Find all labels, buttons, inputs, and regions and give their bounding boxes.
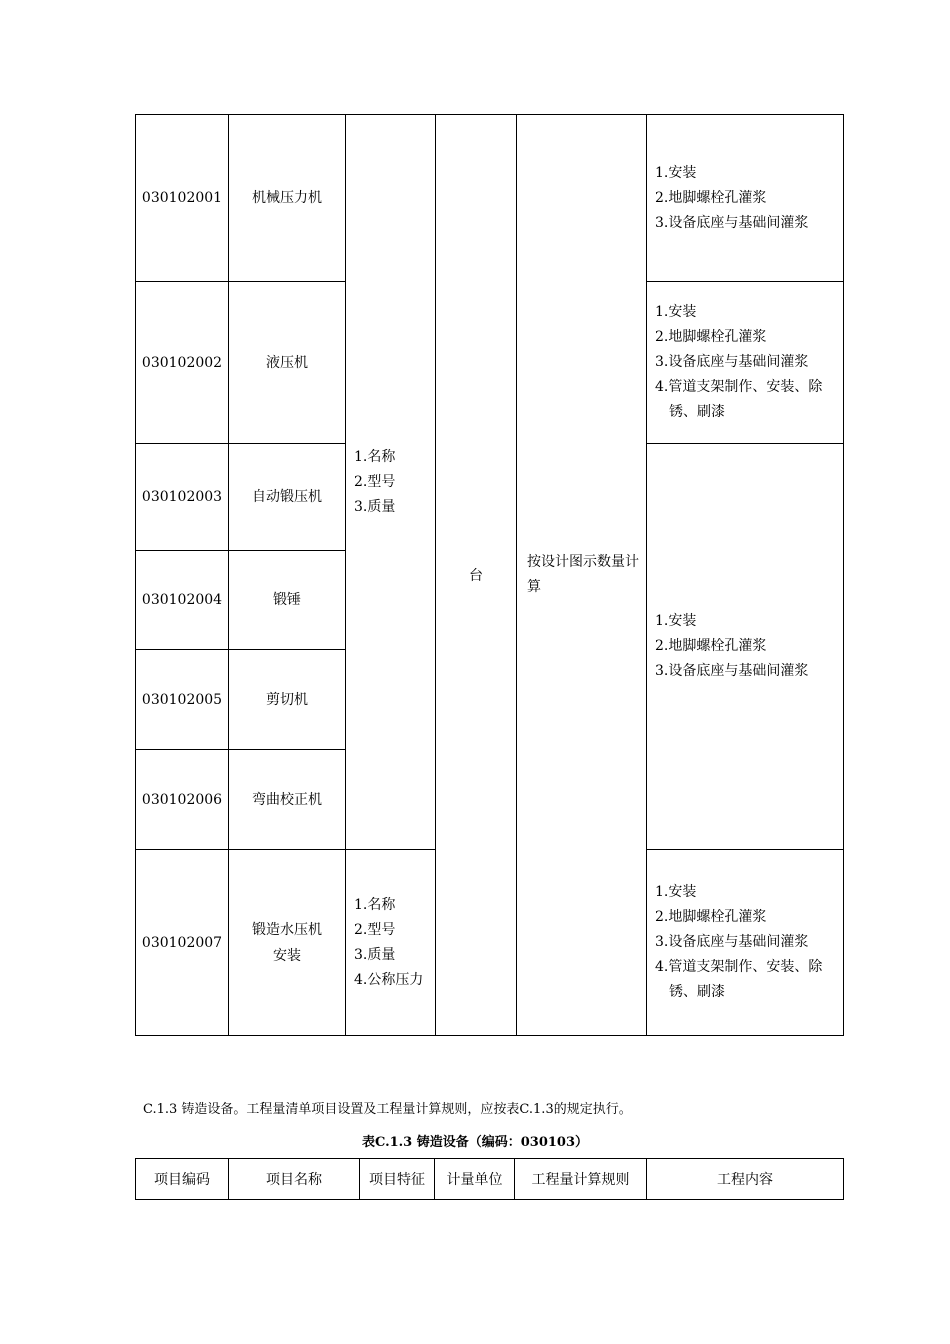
work-content [647,115,844,282]
header-code: 项目编码 [136,1159,229,1200]
item-code: 030102003 [136,444,229,551]
content-line: 1.安装 [655,304,697,320]
work-content [647,444,844,850]
feature-line: 3.质量 [354,498,396,515]
item-name: 机械压力机 [229,115,346,282]
item-name: 锻锤 [229,551,346,650]
content-line: 2.地脚螺栓孔灌浆 [655,909,767,925]
item-code: 030102006 [136,750,229,850]
content-line: 1.安装 [655,164,697,181]
section-paragraph: C.1.3 铸造设备。工程量清单项目设置及工程量计算规则，应按表C.1.3的规定执行。 [143,1102,632,1117]
content-line: 锈、刷漆 [669,984,725,1000]
item-features [346,115,436,850]
item-name: 液压机 [229,282,346,444]
header-features: 项目特征 [360,1159,435,1200]
name-line: 安装 [273,947,301,964]
content-line: 1.安装 [655,613,697,629]
item-name: 弯曲校正机 [229,750,346,850]
item-code: 030102002 [136,282,229,444]
feature-line: 3.质量 [354,946,396,963]
feature-line: 1.名称 [354,896,396,913]
content-line: 3.设备底座与基础间灌浆 [655,214,809,231]
content-line: 2.地脚螺栓孔灌浆 [655,638,767,654]
content-line: 4.管道支架制作、安装、除 [655,379,823,395]
content-line: 3.设备底座与基础间灌浆 [655,354,809,370]
item-name: 自动锻压机 [229,444,346,551]
feature-line: 4.公称压力 [354,971,424,988]
table-caption: 表C.1.3 铸造设备（编码：030103） [361,1135,589,1150]
header-name: 项目名称 [229,1159,360,1200]
item-name: 剪切机 [229,650,346,750]
header-unit: 计量单位 [435,1159,515,1200]
item-code: 030102007 [136,850,229,1036]
item-features [346,850,436,1036]
feature-line: 2.型号 [354,921,396,938]
item-code: 030102004 [136,551,229,650]
content-line: 2.地脚螺栓孔灌浆 [655,189,767,206]
item-code: 030102001 [136,115,229,282]
unit-cell: 台 [436,115,517,1036]
calc-rule: 按设计图示数量计算 [517,115,647,1036]
header-content: 工程内容 [647,1159,844,1200]
content-line: 1.安装 [655,884,697,900]
work-content [647,282,844,444]
item-name [229,850,346,1036]
header-rule: 工程量计算规则 [515,1159,647,1200]
feature-line: 1.名称 [354,448,396,465]
content-line: 3.设备底座与基础间灌浆 [655,934,809,950]
header-table [135,1158,844,1200]
feature-line: 2.型号 [354,473,396,490]
equipment-table [135,114,844,1036]
content-line: 3.设备底座与基础间灌浆 [655,663,809,679]
content-line: 2.地脚螺栓孔灌浆 [655,329,767,345]
work-content [647,850,844,1036]
content-line: 4.管道支架制作、安装、除 [655,959,823,975]
name-line: 锻造水压机 [252,921,322,938]
content-line: 锈、刷漆 [669,404,725,420]
item-code: 030102005 [136,650,229,750]
